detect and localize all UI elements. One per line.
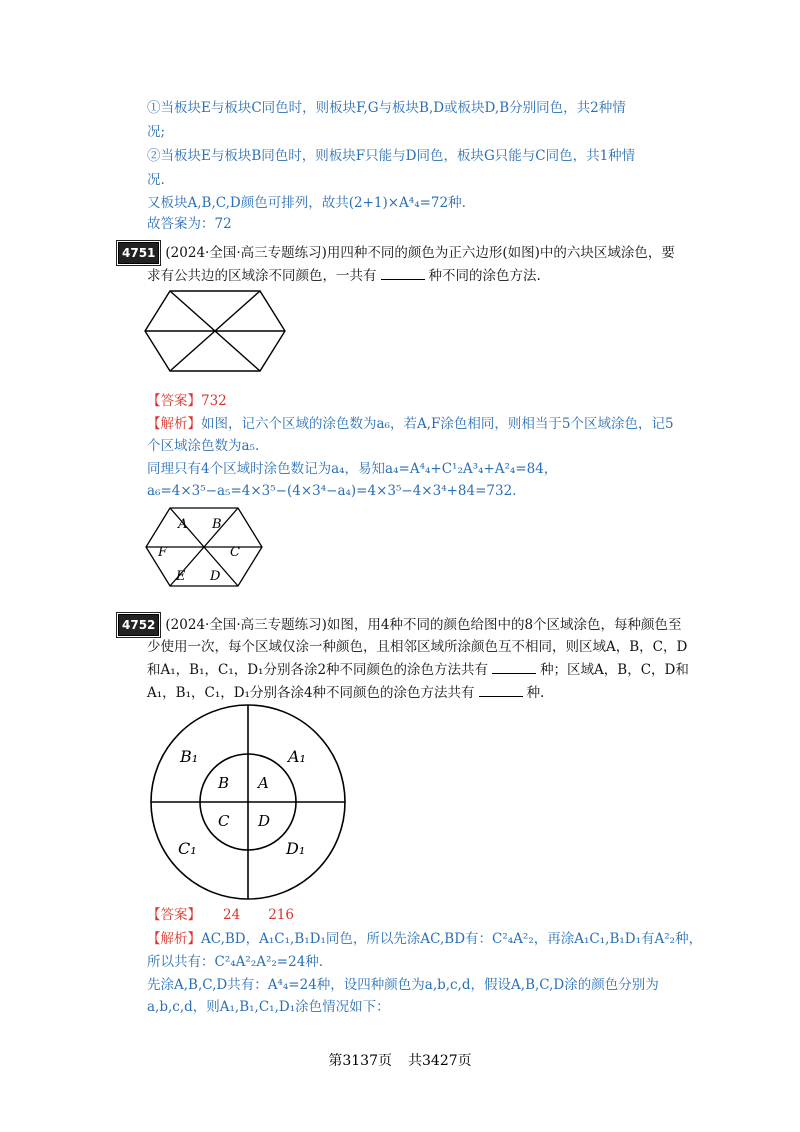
hex-label: D — [210, 569, 221, 584]
question-4751-line1: 4751 (2024·全国·高三专题练习)用四种不同的颜色为正六边形(如图)中的六块区域涂色，要 — [118, 242, 675, 264]
hex-label: E — [176, 569, 186, 584]
text-line: 故答案为：72 — [147, 216, 232, 232]
text-line: a,b,c,d，则A₁,B₁,C₁,D₁涂色情况如下： — [147, 999, 390, 1015]
circle-label: D — [258, 812, 271, 830]
question-4751-line2: 求有公共边的区域涂不同颜色，一共有 种不同的涂色方法. — [147, 268, 541, 284]
analysis-line: 【解析】如图，记六个区域的涂色数为a₆，若A,F涂色相同，则相当于5个区域涂色，记5 — [147, 416, 674, 432]
text-line: 况. — [147, 172, 165, 188]
hex-label: F — [158, 545, 168, 560]
text-line: 少使用一次，每个区域仅涂一种颜色，且相邻区域所涂颜色互不相同，则区域A，B，C，D — [147, 639, 688, 655]
text-line: 个区域涂色数为a₅. — [147, 438, 260, 454]
circle-label: B₁ — [180, 747, 199, 766]
page-footer — [0, 1050, 800, 1070]
answer-blank — [479, 684, 523, 697]
circle-label: C — [218, 812, 230, 830]
text-line: a₆=4×3⁵−a₅=4×3⁵−(4×3⁴−a₄)=4×3⁵−4×3⁴+84=732. — [147, 483, 517, 499]
circle-label: D₁ — [286, 839, 306, 858]
text-line: 况; — [147, 124, 166, 140]
question-4752-line4: A₁，B₁，C₁，D₁分别各涂4种不同颜色的涂色方法共有 种. — [147, 685, 545, 701]
hex-label: A — [178, 517, 188, 532]
circle-label: A — [258, 774, 269, 792]
answer-line: 【答案】 24 216 — [147, 907, 294, 923]
circle-label: C₁ — [178, 839, 197, 858]
page-number: 第3137页 — [328, 1053, 392, 1069]
circle-label: B — [218, 774, 230, 792]
page-total: 共3427页 — [408, 1053, 472, 1069]
text-line: 先涂A,B,C,D共有：A⁴₄=24种，设四种颜色为a,b,c,d，假设A,B,C,D涂的颜色分别为 — [147, 977, 659, 993]
text-line: 所以共有：C²₄A²₂A²₂=24种. — [147, 954, 324, 970]
question-4752-line3: 和A₁，B₁，C₁，D₁分别各涂2种不同颜色的涂色方法共有 种；区域A，B，C，D和 — [147, 662, 689, 678]
text-line: 同理只有4个区域时涂色数记为a₄，易知a₄=A⁴₄+C¹₂A³₄+A²₄=84， — [147, 461, 558, 477]
concentric-circle-figure — [148, 702, 348, 902]
hex-label: C — [230, 545, 240, 560]
question-4752-line1: 4752 (2024·全国·高三专题练习)如图，用4种不同的颜色给图中的8个区域涂色，每种颜色至 — [118, 614, 682, 636]
answer-blank — [492, 661, 536, 674]
hex-label: B — [212, 517, 222, 532]
circle-label: A₁ — [288, 747, 306, 766]
hexagon-figure — [140, 286, 290, 376]
text-line: ②当板块E与板块B同色时，则板块F只能与D同色，板块G只能与C同色，共1种情 — [147, 148, 636, 164]
answer-blank — [381, 267, 425, 280]
question-number-badge: 4752 — [118, 614, 159, 636]
analysis-line: 【解析】AC,BD，A₁C₁,B₁D₁同色，所以先涂AC,BD有：C²₄A²₂，再涂A₁C₁,B₁D₁有A²₂种， — [147, 931, 703, 947]
text-line: ①当板块E与板块C同色时，则板块F,G与板块B,D或板块D,B分别同色，共2种情 — [147, 100, 626, 116]
labeled-hexagon-figure — [142, 504, 266, 590]
text-line: 又板块A,B,C,D颜色可排列，故共(2+1)×A⁴₄=72种. — [147, 195, 466, 211]
answer-line: 【答案】732 — [147, 393, 227, 409]
question-number-badge: 4751 — [118, 242, 159, 264]
